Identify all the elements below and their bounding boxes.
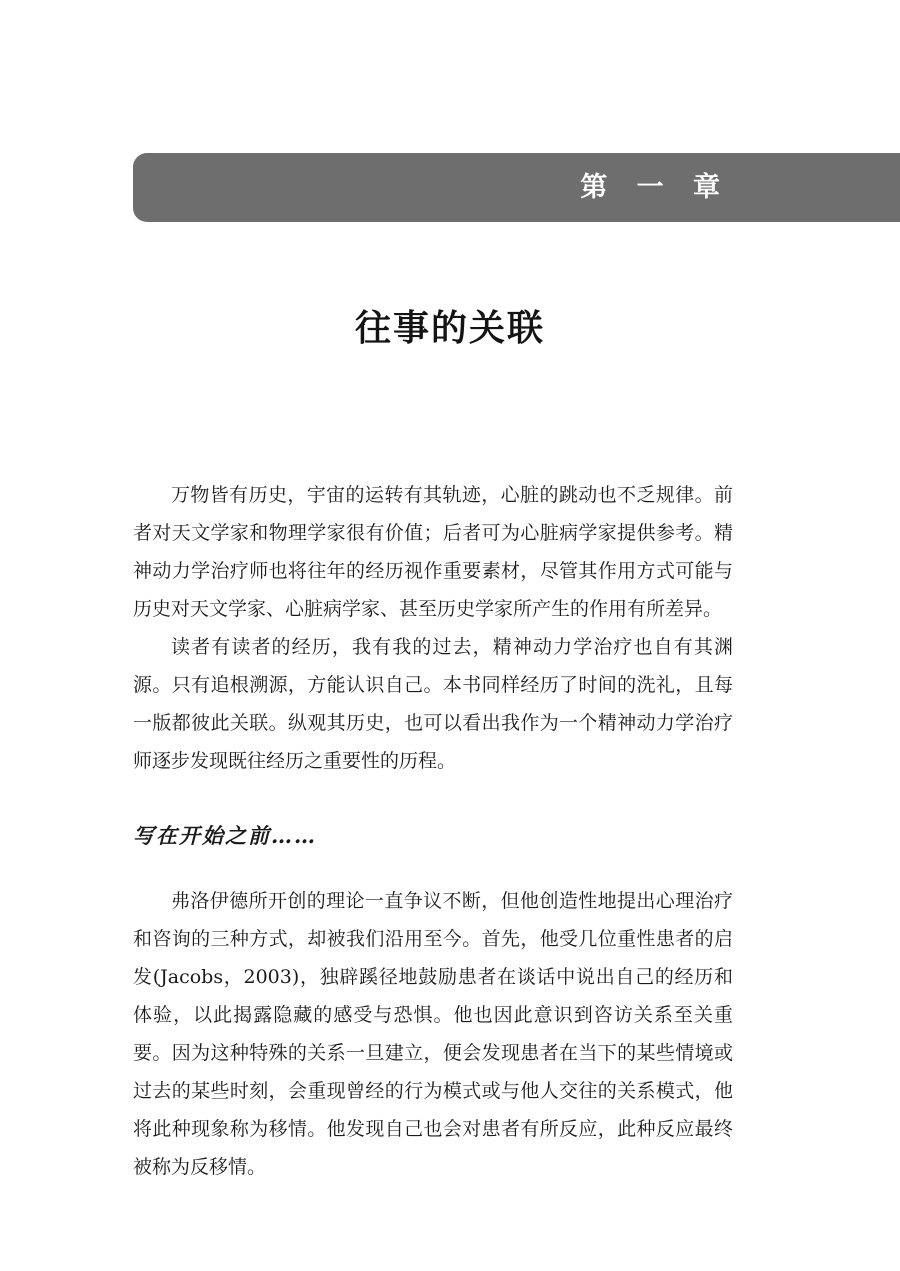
- chapter-label: 第 一 章: [580, 172, 730, 203]
- paragraph-2: 读者有读者的经历，我有我的过去，精神动力学治疗也自有其渊源。只有追根溯源，方能认识自己。本书同样经历了时间的洗礼，且每一版都彼此关联。纵观其历史，也可以看出我作为一个精神动力学治疗师逐步发现既往经历之重要性的历程。: [133, 636, 733, 772]
- chapter-title: 往事的关联: [354, 308, 545, 349]
- paragraph-1: 万物皆有历史，宇宙的运转有其轨迹，心脏的跳动也不乏规律。前者对天文学家和物理学家很有价值；后者可为心脏病学家提供参考。精神动力学治疗师也将往年的经历视作重要素材，尽管其作用方式可能与历史对天文学家、心脏病学家、甚至历史学家所产生的作用有所差异。: [133, 484, 733, 620]
- section-heading: 写在开始之前……: [133, 823, 317, 848]
- chapter-band: [133, 153, 900, 222]
- section-paragraph: 弗洛伊德所开创的理论一直争议不断，但他创造性地提出心理治疗和咨询的三种方式，却被我们沿用至今。首先，他受几位重性患者的启发(Jacobs，2003)，独辟蹊径地鼓励患者在谈话中说出自己的经历和体验，以此揭露隐藏的感受与恐惧。他也因此意识到咨访关系至关重要。因为这种特殊的关系一旦建立，便会发现患者在当下的某些情境或过去的某些时刻，会重现曾经的行为模式或与他人交往的关系模式，他将此种现象称为移情。他发现自己也会对患者有所反应，此种反应最终被称为反移情。: [133, 890, 733, 1178]
